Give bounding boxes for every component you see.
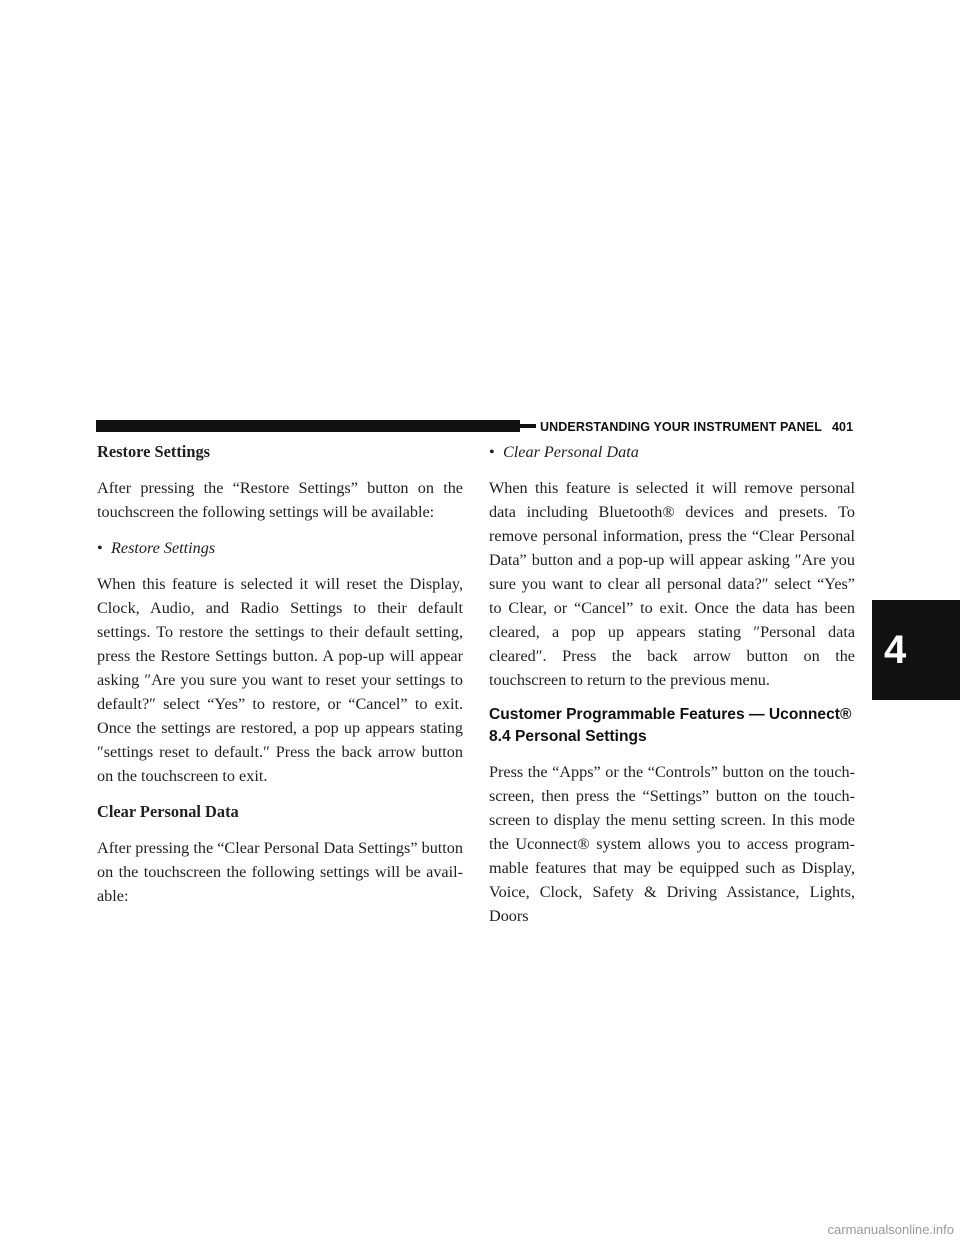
- paragraph-restore-intro: After pressing the “Restore Settings” button on the touchscreen the following settings will be available:: [97, 479, 463, 521]
- heading-customer-programmable-features: Customer Programmable Features — Uconnect® 8.4 Personal Settings: [489, 706, 852, 745]
- bullet-restore-label: Restore Settings: [111, 539, 216, 557]
- bullet-dot-icon: •: [489, 443, 495, 461]
- chapter-number: 4: [884, 627, 907, 672]
- bullet-clear-label: Clear Personal Data: [503, 443, 639, 461]
- paragraph-settings-intro: Press the “Apps” or the “Controls” button on the touch- screen, then press the “Settings” button on the touch- screen to display the menu setting screen. In this mode the Uconnect® system allows you to access program- mable features that may be equipped such as Display, Voice, Clock, Safety & Driving Assistance, Lights, Doors: [489, 763, 855, 925]
- heading-restore-settings: Restore Settings: [97, 442, 211, 461]
- heading-clear-personal-data: Clear Personal Data: [97, 802, 239, 821]
- left-column: [97, 440, 463, 920]
- running-header: [536, 418, 868, 436]
- running-header-title: UNDERSTANDING YOUR INSTRUMENT PANEL: [540, 420, 822, 434]
- paragraph-clear-detail: When this feature is selected it will remove personal data including Bluetooth® devices and presets. To remove personal information, press the “Clear Personal Data” button and a pop-up will appear asking ″Are you sure you want to clear all personal data?″ select “Yes” to Clear, or “Cancel” to exit. Once the data has been cleared, a pop up appears stating ″Personal data cleared″. Press the back arrow button on the touchscreen to return to the previous menu.: [489, 479, 855, 689]
- paragraph-restore-detail: When this feature is selected it will reset the Display, Clock, Audio, and Radio Settings to their default settings. To restore the settings to their default setting, press the Restore Settings button. A pop-up will appear asking ″Are you sure you want to reset your settings to default?″ select “Yes” to restore, or “Cancel” to exit. Once the settings are restored, a pop up appears stating ″settings reset to default.″ Press the back arrow button on the touchscreen to exit.: [97, 575, 463, 785]
- right-column: [489, 440, 855, 940]
- page-number: 401: [831, 420, 854, 434]
- bullet-clear-personal-data: [489, 440, 855, 464]
- header-rule: [96, 420, 520, 432]
- chapter-tab: [872, 600, 960, 700]
- bullet-restore-settings: [97, 536, 463, 560]
- watermark-text: carmanualsonline.info: [827, 1222, 954, 1237]
- paragraph-clear-intro: After pressing the “Clear Personal Data Settings” button on the touchscreen the following settings will be avail- able:: [97, 839, 463, 905]
- bullet-dot-icon: •: [97, 539, 103, 557]
